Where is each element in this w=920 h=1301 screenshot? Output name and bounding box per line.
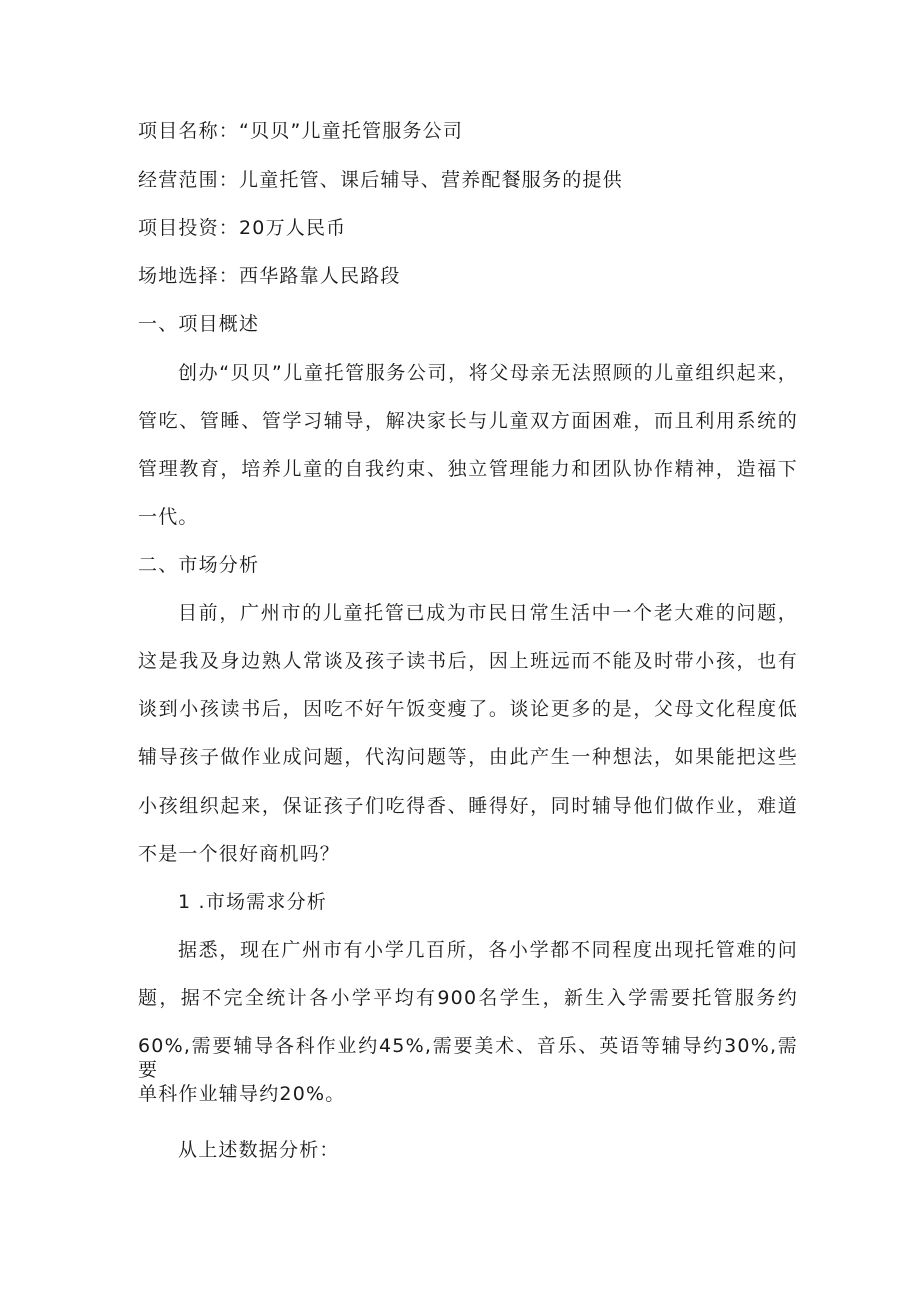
section-heading-overview: 一、项目概述 <box>138 313 260 335</box>
market-paragraph-line: 这是我及身边熟人常谈及孩子读书后，因上班远而不能及时带小孩，也有 <box>138 650 798 672</box>
market-paragraph-line: 目前，广州市的儿童托管已成为市民日常生活中一个老大难的问题， <box>178 602 798 624</box>
investment-line: 项目投资：20万人民币 <box>138 217 347 239</box>
site-line: 场地选择：西华路靠人民路段 <box>138 265 401 287</box>
overview-paragraph-line: 创办“贝贝”儿童托管服务公司，将父母亲无法照顾的儿童组织起来， <box>178 362 798 384</box>
section-heading-market: 二、市场分析 <box>138 554 260 576</box>
market-paragraph-line: 小孩组织起来，保证孩子们吃得香、睡得好，同时辅导他们做作业，难道 <box>138 795 798 817</box>
demand-paragraph-line: 60%,需要辅导各科作业约45%,需要美术、音乐、英语等辅导约30%,需要 <box>138 1035 798 1081</box>
overview-paragraph-line: 管理教育，培养儿童的自我约束、独立管理能力和团队协作精神，造福下 <box>138 458 798 480</box>
demand-paragraph-line: 据悉，现在广州市有小学几百所，各小学都不同程度出现托管难的问 <box>178 939 798 961</box>
demand-paragraph-line: 题，据不完全统计各小学平均有900名学生，新生入学需要托管服务约 <box>138 987 798 1009</box>
overview-paragraph-line: 一代。 <box>138 506 199 528</box>
overview-paragraph-line: 管吃、管睡、管学习辅导，解决家长与儿童双方面困难，而且利用系统的 <box>138 410 798 432</box>
market-paragraph-line: 谈到小孩读书后，因吃不好午饭变瘦了。谈论更多的是，父母文化程度低 <box>138 698 798 720</box>
business-scope-line: 经营范围：儿童托管、课后辅导、营养配餐服务的提供 <box>138 169 623 191</box>
closing-line: 从上述数据分析： <box>178 1139 340 1161</box>
demand-paragraph-line: 单科作业辅导约20%。 <box>138 1083 346 1105</box>
market-paragraph-line: 辅导孩子做作业成问题，代沟问题等，由此产生一种想法，如果能把这些 <box>138 746 798 768</box>
project-name-line: 项目名称：“贝贝”儿童托管服务公司 <box>138 120 464 142</box>
market-paragraph-line: 不是一个很好商机吗？ <box>138 843 341 865</box>
sub-heading-demand-analysis: 1 .市场需求分析 <box>178 891 327 913</box>
